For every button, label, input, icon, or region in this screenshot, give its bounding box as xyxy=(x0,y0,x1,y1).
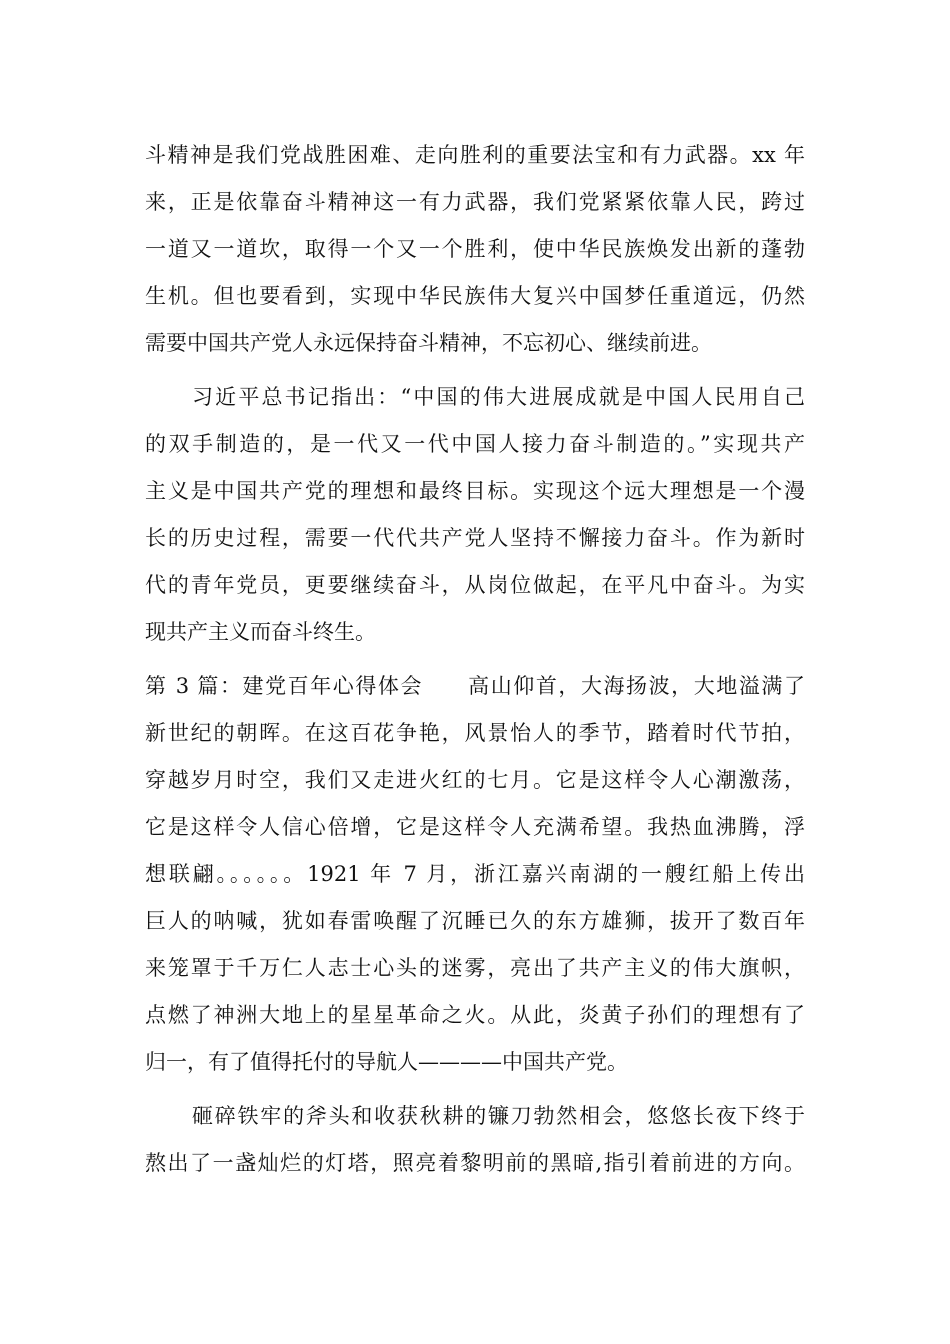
text-line-21: 砸碎铁牢的斧头和收获秋耕的镰刀勃然相会，悠悠长夜下终于 xyxy=(192,1104,805,1128)
text-line-16: 想联翩。。。。。。1921 年 7 月，浙江嘉兴南湖的一艘红船上传出 xyxy=(145,862,805,886)
text-line-6: 习近平总书记指出：“中国的伟大进展成就是中国人民用自己 xyxy=(192,385,805,409)
text-line-12: 第 3 篇：建党百年心得体会 高山仰首，大海扬波，大地溢满了 xyxy=(145,674,805,698)
text-line-4: 生机。但也要看到，实现中华民族伟大复兴中国梦任重道远，仍然 xyxy=(145,284,805,308)
text-line-3: 一道又一道坎，取得一个又一个胜利，使中华民族焕发出新的蓬勃 xyxy=(145,237,805,261)
text-line-7: 的双手制造的，是一代又一代中国人接力奋斗制造的。”实现共产 xyxy=(145,432,805,456)
text-line-17: 巨人的呐喊，犹如春雷唤醒了沉睡已久的东方雄狮，拔开了数百年 xyxy=(145,909,805,933)
text-line-22: 熬出了一盏灿烂的灯塔，照亮着黎明前的黑暗,指引着前进的方向。 xyxy=(145,1151,805,1175)
text-line-5: 需要中国共产党人永远保持奋斗精神，不忘初心、继续前进。 xyxy=(145,331,712,355)
text-line-20: 归一，有了值得托付的导航人————中国共产党。 xyxy=(145,1050,628,1074)
text-line-15: 它是这样令人信心倍增，它是这样令人充满希望。我热血沸腾，浮 xyxy=(145,815,805,839)
text-line-14: 穿越岁月时空，我们又走进火红的七月。它是这样令人心潮激荡， xyxy=(145,768,805,792)
text-line-11: 现共产主义而奋斗终生。 xyxy=(145,620,376,644)
text-line-1: 斗精神是我们党战胜困难、走向胜利的重要法宝和有力武器。xx 年 xyxy=(145,143,805,167)
text-line-9: 长的历史过程，需要一代代共产党人坚持不懈接力奋斗。作为新时 xyxy=(145,526,805,550)
text-line-10: 代的青年党员，更要继续奋斗，从岗位做起，在平凡中奋斗。为实 xyxy=(145,573,805,597)
text-line-2: 来，正是依靠奋斗精神这一有力武器，我们党紧紧依靠人民，跨过 xyxy=(145,190,805,214)
text-line-19: 点燃了神洲大地上的星星革命之火。从此，炎黄子孙们的理想有了 xyxy=(145,1003,805,1027)
text-line-13: 新世纪的朝晖。在这百花争艳，风景怡人的季节，踏着时代节拍， xyxy=(145,721,805,745)
text-line-8: 主义是中国共产党的理想和最终目标。实现这个远大理想是一个漫 xyxy=(145,479,805,503)
text-line-18: 来笼罩于千万仁人志士心头的迷雾，亮出了共产主义的伟大旗帜， xyxy=(145,956,805,980)
